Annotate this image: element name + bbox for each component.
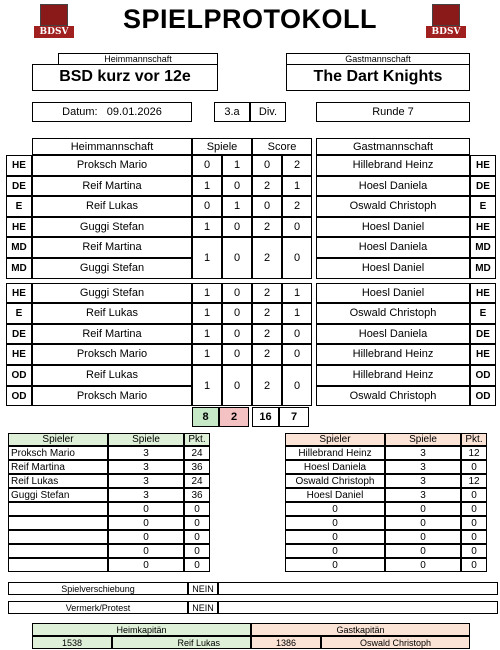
home-score: 2 xyxy=(252,237,282,278)
away-player-games: 0 xyxy=(385,502,461,516)
home-score: 0 xyxy=(252,155,282,176)
home-score: 0 xyxy=(252,196,282,217)
away-player-name: 0 xyxy=(285,502,385,516)
away-games-won: 0 xyxy=(222,217,252,238)
home-games-won: 0 xyxy=(192,155,222,176)
match-type-left: HE xyxy=(6,155,32,176)
home-games-won: 1 xyxy=(192,217,222,238)
home-games-won: 1 xyxy=(192,176,222,197)
away-games-won: 1 xyxy=(222,196,252,217)
away-games-won: 1 xyxy=(222,155,252,176)
away-games-won: 0 xyxy=(222,176,252,197)
away-score: 1 xyxy=(282,283,312,304)
match-type-left: E xyxy=(6,303,32,324)
away-games-won: 0 xyxy=(222,365,252,406)
home-player-name: Guggi Stefan xyxy=(8,488,108,502)
away-player: Hillebrand Heinz xyxy=(316,344,470,365)
logo-text: BDSV xyxy=(426,26,466,38)
away-player-name: 0 xyxy=(285,530,385,544)
home-player: Proksch Mario xyxy=(32,155,192,176)
home-player-name xyxy=(8,544,108,558)
away-games-won: 0 xyxy=(222,324,252,345)
away-games-won: 0 xyxy=(222,237,252,278)
away-score: 2 xyxy=(282,155,312,176)
home-header-points: Pkt. xyxy=(184,433,210,446)
away-player-games: 3 xyxy=(385,488,461,502)
postponement-value: NEIN xyxy=(188,582,218,595)
match-type-right: DE xyxy=(470,324,496,345)
home-player-points: 36 xyxy=(184,488,210,502)
match-type-left: OD xyxy=(6,365,32,386)
home-score: 2 xyxy=(252,324,282,345)
home-player: Proksch Mario xyxy=(32,344,192,365)
home-player-points: 0 xyxy=(184,516,210,530)
home-score: 2 xyxy=(252,217,282,238)
away-player: Hillebrand Heinz xyxy=(316,155,470,176)
home-score: 2 xyxy=(252,365,282,406)
protest-value: NEIN xyxy=(188,601,218,614)
away-header-points: Pkt. xyxy=(461,433,487,446)
match-type-right: E xyxy=(470,303,496,324)
away-player-games: 3 xyxy=(385,460,461,474)
away-player: Hoesl Daniela xyxy=(316,324,470,345)
home-header-player: Spieler xyxy=(8,433,108,446)
home-team-name: BSD kurz vor 12e xyxy=(32,64,218,91)
match-type-left: HE xyxy=(6,217,32,238)
match-type-right: HE xyxy=(470,344,496,365)
date-label: Datum: xyxy=(62,106,98,118)
home-captain-name: Reif Lukas xyxy=(112,636,251,649)
match-type-left: HE xyxy=(6,283,32,304)
away-score: 0 xyxy=(282,217,312,238)
home-player-games: 0 xyxy=(108,502,184,516)
match-type-right: HE xyxy=(470,283,496,304)
away-player: Hoesl Daniela xyxy=(316,176,470,197)
match-type-left: MD xyxy=(6,237,32,258)
protest-notes xyxy=(218,601,498,614)
match-type-right: DE xyxy=(470,176,496,197)
home-player-games: 0 xyxy=(108,544,184,558)
round-value: Runde 7 xyxy=(316,102,470,122)
away-player-points: 0 xyxy=(461,530,487,544)
home-player-points: 24 xyxy=(184,474,210,488)
home-player-games: 3 xyxy=(108,446,184,460)
match-type-left: DE xyxy=(6,176,32,197)
away-player: Hoesl Daniel xyxy=(316,258,470,279)
home-player: Reif Martina xyxy=(32,324,192,345)
away-player: Oswald Christoph xyxy=(316,196,470,217)
home-player-points: 0 xyxy=(184,544,210,558)
home-player-name: Proksch Mario xyxy=(8,446,108,460)
date-value: 09.01.2026 xyxy=(106,106,162,118)
away-player-name: Oswald Christoph xyxy=(285,474,385,488)
home-player-name xyxy=(8,502,108,516)
away-player-points: 0 xyxy=(461,558,487,572)
home-player-games: 0 xyxy=(108,530,184,544)
home-games-won: 1 xyxy=(192,344,222,365)
away-team-name: The Dart Knights xyxy=(286,64,470,91)
home-games-won: 1 xyxy=(192,237,222,278)
away-games-won: 0 xyxy=(222,344,252,365)
division-label: Div. xyxy=(250,102,286,122)
away-player-name: 0 xyxy=(285,544,385,558)
bdsv-logo-right xyxy=(426,4,466,38)
home-player: Reif Lukas xyxy=(32,365,192,386)
home-player-games: 3 xyxy=(108,474,184,488)
date-box xyxy=(32,102,192,122)
away-player-name: Hoesl Daniel xyxy=(285,488,385,502)
away-player-points: 0 xyxy=(461,502,487,516)
home-player: Reif Martina xyxy=(32,176,192,197)
away-player-name: 0 xyxy=(285,558,385,572)
match-type-left: HE xyxy=(6,344,32,365)
home-player-games: 0 xyxy=(108,558,184,572)
home-player: Reif Lukas xyxy=(32,196,192,217)
home-player-points: 0 xyxy=(184,558,210,572)
away-player-games: 3 xyxy=(385,474,461,488)
away-player: Hoesl Daniel xyxy=(316,283,470,304)
header-games: Spiele xyxy=(192,138,252,155)
home-player-points: 24 xyxy=(184,446,210,460)
away-player-points: 0 xyxy=(461,460,487,474)
home-player-name: Reif Martina xyxy=(8,460,108,474)
home-player-name xyxy=(8,558,108,572)
away-player-points: 0 xyxy=(461,488,487,502)
match-type-right: HE xyxy=(470,217,496,238)
match-type-right: MD xyxy=(470,237,496,258)
away-player: Hoesl Daniel xyxy=(316,217,470,238)
home-header-games: Spiele xyxy=(108,433,184,446)
match-type-left: DE xyxy=(6,324,32,345)
home-score: 2 xyxy=(252,176,282,197)
home-player-points: 36 xyxy=(184,460,210,474)
away-player-games: 0 xyxy=(385,544,461,558)
header-score: Score xyxy=(252,138,312,155)
match-type-right: MD xyxy=(470,258,496,279)
logo-text: BDSV xyxy=(34,26,74,38)
away-score: 1 xyxy=(282,176,312,197)
match-type-right: OD xyxy=(470,365,496,386)
away-player: Hoesl Daniela xyxy=(316,237,470,258)
home-captain-label: Heimkapitän xyxy=(32,623,251,636)
away-player-points: 0 xyxy=(461,544,487,558)
away-score: 0 xyxy=(282,365,312,406)
away-player-points: 0 xyxy=(461,516,487,530)
away-player: Oswald Christoph xyxy=(316,386,470,407)
postponement-notes xyxy=(218,582,498,595)
home-player: Reif Lukas xyxy=(32,303,192,324)
home-score: 2 xyxy=(252,303,282,324)
home-score: 2 xyxy=(252,344,282,365)
home-player-points: 0 xyxy=(184,530,210,544)
home-games-won: 0 xyxy=(192,196,222,217)
total-away-score: 7 xyxy=(279,407,309,427)
home-player: Reif Martina xyxy=(32,237,192,258)
home-games-won: 1 xyxy=(192,324,222,345)
away-score: 1 xyxy=(282,303,312,324)
total-home-score: 16 xyxy=(252,407,279,427)
away-player-games: 0 xyxy=(385,516,461,530)
home-captain-number: 1538 xyxy=(32,636,112,649)
away-games-won: 0 xyxy=(222,303,252,324)
away-header-games: Spiele xyxy=(385,433,461,446)
total-away-games: 2 xyxy=(219,407,249,427)
home-player: Proksch Mario xyxy=(32,386,192,407)
away-team-label: Gastmannschaft xyxy=(286,53,470,65)
away-player-games: 0 xyxy=(385,530,461,544)
away-player-points: 12 xyxy=(461,446,487,460)
header-away-team: Gastmannschaft xyxy=(316,138,470,155)
match-type-right: E xyxy=(470,196,496,217)
away-header-player: Spieler xyxy=(285,433,385,446)
home-player-name xyxy=(8,530,108,544)
away-player: Oswald Christoph xyxy=(316,303,470,324)
total-home-games: 8 xyxy=(192,407,219,427)
match-type-right: OD xyxy=(470,386,496,407)
home-player: Guggi Stefan xyxy=(32,283,192,304)
postponement-label: Spielverschiebung xyxy=(8,582,188,595)
away-score: 0 xyxy=(282,324,312,345)
home-games-won: 1 xyxy=(192,303,222,324)
away-player-name: Hoesl Daniela xyxy=(285,460,385,474)
away-score: 0 xyxy=(282,344,312,365)
away-player-games: 3 xyxy=(385,446,461,460)
away-player-games: 0 xyxy=(385,558,461,572)
away-captain-number: 1386 xyxy=(251,636,321,649)
away-score: 2 xyxy=(282,196,312,217)
home-team-label: Heimmannschaft xyxy=(58,53,218,65)
home-games-won: 1 xyxy=(192,283,222,304)
home-score: 2 xyxy=(252,283,282,304)
away-captain-label: Gastkapitän xyxy=(251,623,470,636)
match-type-right: HE xyxy=(470,155,496,176)
home-player-games: 3 xyxy=(108,460,184,474)
away-player-points: 12 xyxy=(461,474,487,488)
away-player-name: Hillebrand Heinz xyxy=(285,446,385,460)
away-captain-name: Oswald Christoph xyxy=(321,636,470,649)
division-value: 3.a xyxy=(214,102,250,122)
away-player: Hillebrand Heinz xyxy=(316,365,470,386)
home-player-points: 0 xyxy=(184,502,210,516)
protest-label: Vermerk/Protest xyxy=(8,601,188,614)
match-type-left: OD xyxy=(6,386,32,407)
home-player-name xyxy=(8,516,108,530)
away-player-name: 0 xyxy=(285,516,385,530)
home-player-games: 0 xyxy=(108,516,184,530)
home-player: Guggi Stefan xyxy=(32,258,192,279)
away-score: 0 xyxy=(282,237,312,278)
home-player-games: 3 xyxy=(108,488,184,502)
home-player-name: Reif Lukas xyxy=(8,474,108,488)
away-games-won: 0 xyxy=(222,283,252,304)
header-home-team: Heimmannschaft xyxy=(32,138,192,155)
match-type-left: MD xyxy=(6,258,32,279)
home-games-won: 1 xyxy=(192,365,222,406)
page-title: SPIELPROTOKOLL xyxy=(122,4,378,34)
home-player: Guggi Stefan xyxy=(32,217,192,238)
match-type-left: E xyxy=(6,196,32,217)
